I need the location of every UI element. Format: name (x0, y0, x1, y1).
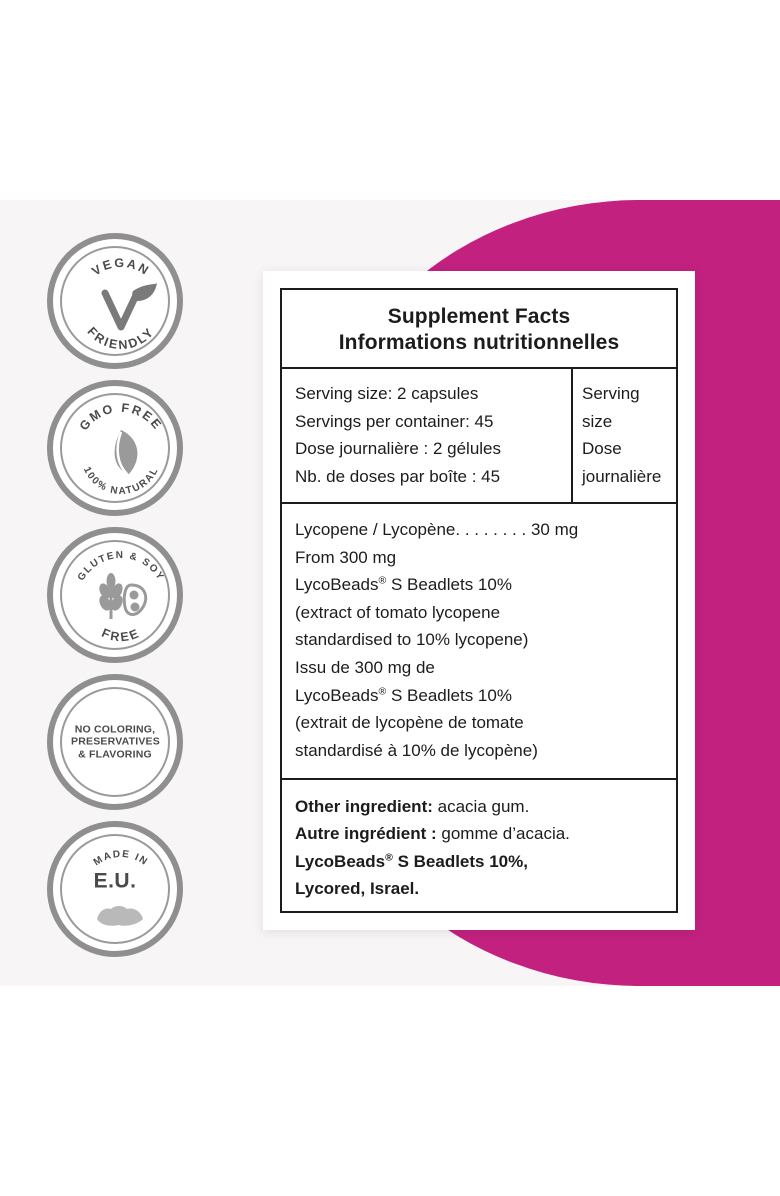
badge-gluten-soy-free (47, 527, 183, 663)
svg-text:GLUTEN & SOY: GLUTEN & SOY (75, 549, 167, 583)
europe-map-icon (53, 827, 189, 963)
other-ingredient-label-fr: Autre ingrédient : (295, 824, 437, 844)
ingredient-extract-en-2: standardised to 10% lycopene) (295, 630, 529, 650)
source-line-1 (295, 848, 664, 875)
lycobeads-suffix-fr: S Beadlets 10% (386, 685, 512, 705)
lycobeads-name-en: LycoBeads (295, 575, 379, 595)
ingredient-lycopene-name: Lycopene / Lycopène (295, 520, 456, 540)
registered-mark-icon: ® (378, 684, 387, 697)
ingredient-section (282, 504, 676, 780)
registered-mark-icon: ® (378, 574, 387, 587)
serving-size-fr: Dose journalière : 2 gélules (295, 439, 502, 459)
ingredient-extract-fr-2: standardisé à 10% de lycopène) (295, 740, 538, 760)
source-lycobeads-name: LycoBeads (295, 851, 386, 871)
svg-text:100% NATURAL: 100% NATURAL (80, 465, 162, 498)
registered-mark-icon: ® (385, 850, 393, 863)
badge-made-in-eu (47, 821, 183, 957)
ingredient-extract-fr-1: (extrait de lycopène de tomate (295, 713, 524, 733)
ingredient-lycopene-amount: 30 mg (530, 520, 579, 540)
svg-text:FRIENDLY: FRIENDLY (84, 324, 158, 353)
source-lycobeads-suffix: S Beadlets 10%, (392, 851, 528, 871)
source-line-2: Lycored, Israel. (295, 878, 420, 898)
lycobeads-name-fr: LycoBeads (295, 685, 379, 705)
ingredient-from-en: From 300 mg (295, 547, 397, 567)
serving-label-en-1: Serving (582, 384, 640, 404)
no-coloring-text: NO COLORING, PRESERVATIVES & FLAVORING (71, 723, 160, 761)
serving-label-fr-1: Dose (582, 439, 622, 459)
wheat-soy-icon (53, 533, 189, 669)
lycobeads-suffix-en: S Beadlets 10% (386, 575, 512, 595)
servings-per-container-fr: Nb. de doses par boîte : 45 (295, 466, 501, 486)
other-ingredient-label-en: Other ingredient: (295, 797, 433, 817)
ingredient-from-fr: Issu de 300 mg de (295, 658, 435, 677)
leaf-icon (53, 386, 189, 522)
svg-text:FREE: FREE (99, 625, 143, 645)
facts-title-en: Supplement Facts (387, 305, 571, 328)
other-ingredient-value-fr: gomme d’acacia. (436, 824, 570, 844)
servings-per-container-en: Servings per container: 45 (295, 411, 494, 431)
serving-section (282, 369, 676, 504)
ingredient-lycopene-row (295, 516, 664, 544)
badge-no-coloring-preservatives-flavoring (47, 674, 183, 810)
certification-badge-list (47, 233, 183, 968)
leaf-v-icon (53, 239, 189, 375)
serving-label-fr-2: journalière (582, 466, 662, 486)
serving-size-en: Serving size: 2 capsules (295, 384, 479, 404)
serving-label-en-2: size (582, 411, 613, 431)
facts-title-fr: Informations nutritionnelles (338, 330, 620, 354)
svg-text:VEGAN: VEGAN (89, 255, 153, 279)
ingredient-lycobeads-en (295, 571, 664, 599)
other-ingredient-fr (295, 820, 664, 847)
supplement-facts-card (263, 271, 695, 930)
eu-label: E.U. (93, 869, 137, 893)
ingredient-dot-leader: . . . . . . . . (455, 520, 527, 540)
facts-title-section (282, 290, 676, 369)
other-ingredient-section (282, 780, 676, 917)
serving-right-column (573, 369, 676, 502)
ingredient-extract-en-1: (extract of tomato lycopene (295, 602, 501, 622)
supplement-facts-table (280, 288, 678, 913)
other-ingredient-en (295, 793, 664, 820)
badge-vegan-friendly (47, 233, 183, 369)
svg-text:GMO FREE: GMO FREE (76, 400, 166, 434)
svg-text:MADE IN: MADE IN (91, 848, 151, 869)
ingredient-lycobeads-fr (295, 682, 664, 710)
other-ingredient-value-en: acacia gum. (432, 797, 530, 817)
serving-left-column (282, 369, 573, 502)
badge-gmo-free (47, 380, 183, 516)
